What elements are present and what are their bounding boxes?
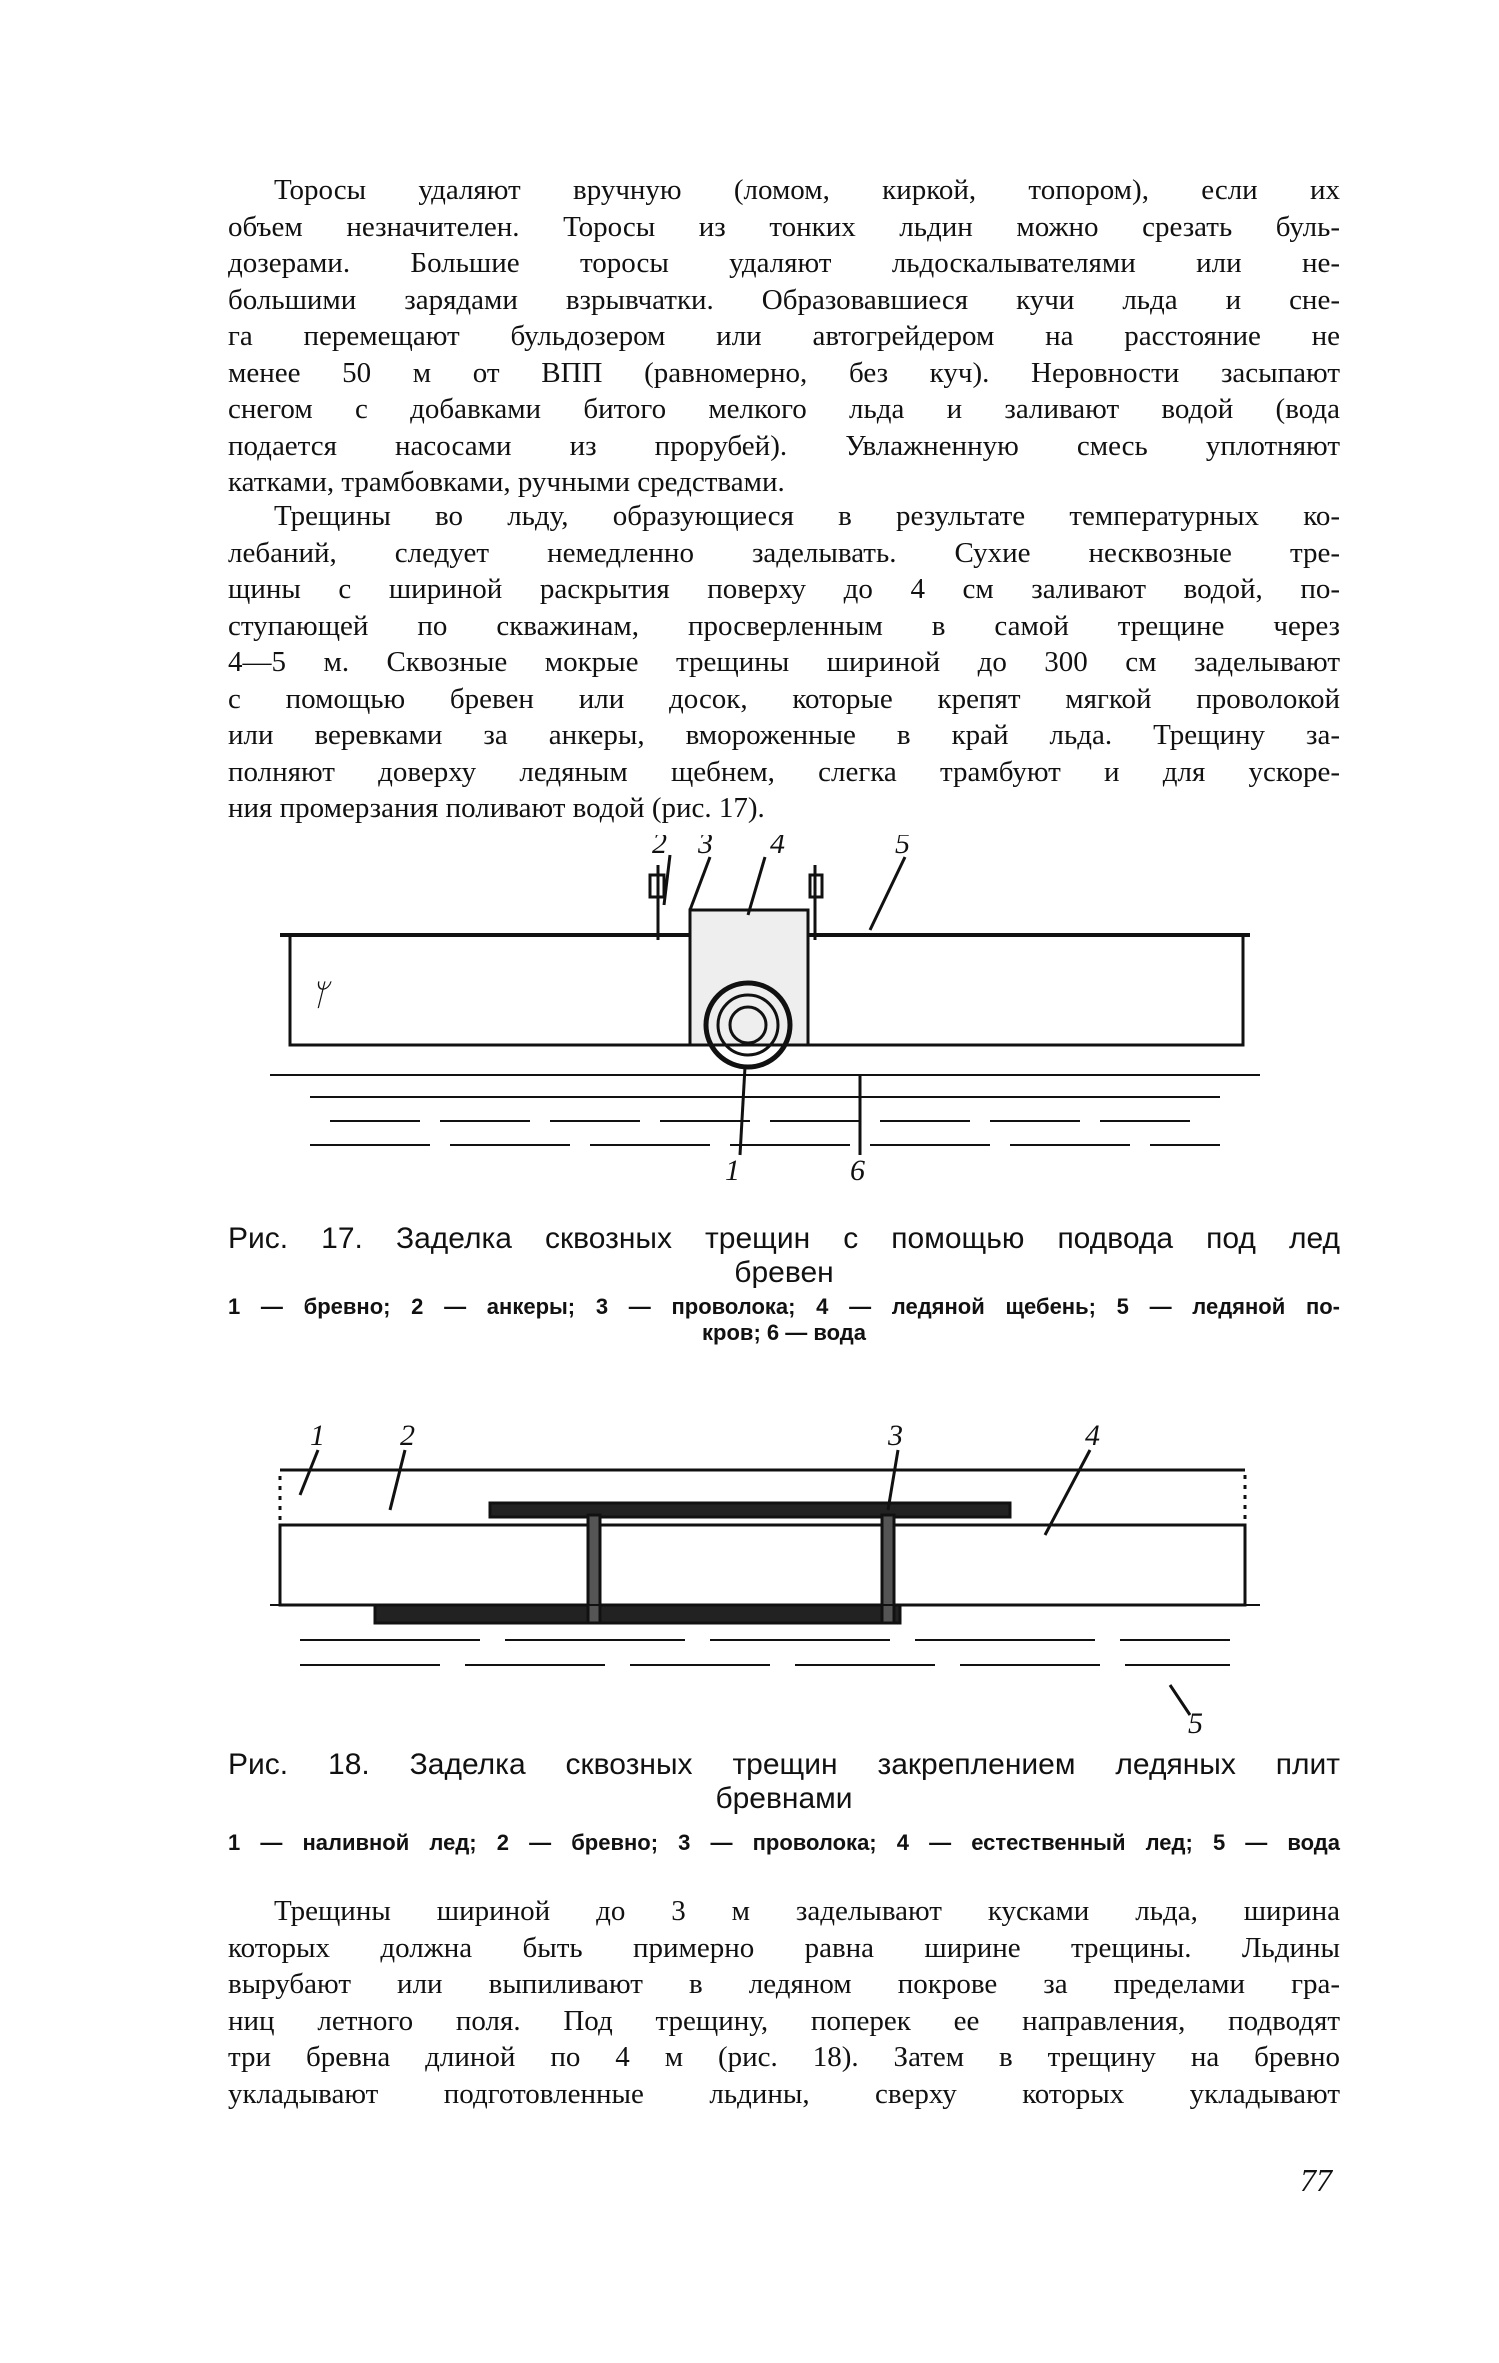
fig18-label-3: 3 [888,1419,903,1452]
fig18-label-4: 4 [1085,1419,1100,1452]
text-line: объем незначителен. Торосы из тонких льдин можно срезать буль- [228,210,1340,243]
fig17-label-2: 2 [652,835,667,860]
text-line: щины с шириной раскрытия поверху до 4 см заливают водой, по- [228,573,1340,605]
caption-title-line: бревнами [715,1782,853,1815]
fig17-label-3: 3 [698,835,713,860]
figure-17-diagram [270,835,1260,1195]
text-line: Торосы удаляют вручную (ломом, киркой, топором), если их [274,174,1340,206]
figure-18-caption [228,1748,1340,1856]
svg-text:ᛘ: ᛘ [310,979,328,1012]
text-line: большими зарядами взрывчатки. Образовавшиеся кучи льда и сне- [228,283,1340,316]
paragraph-1 [228,172,1340,501]
text-line: Трещины во льду, образующиеся в результате температурных ко- [274,500,1340,532]
text-line: три бревна длиной по 4 м (рис. 18). Затем в трещину на бревно [228,2041,1340,2073]
fig17-label-6: 6 [850,1154,865,1187]
text-line: ния промерзания поливают водой (рис. 17). [228,792,765,824]
text-line: 4—5 м. Сквозные мокрые трещины шириной до 300 см заделывают [228,646,1340,678]
caption-title-line: Рис. 18. Заделка сквозных трещин закреплением ледяных плит [228,1748,1340,1781]
fig18-label-5: 5 [1188,1707,1203,1735]
caption-legend: 1 — наливной лед; 2 — бревно; 3 — проволока; 4 — естественный лед; 5 — вода [228,1830,1340,1855]
text-line: снегом с добавками битого мелкого льда и заливают водой (вода [228,393,1340,425]
text-line: ниц летного поля. Под трещину, поперек ее направления, подводят [228,2004,1340,2037]
fig18-label-2: 2 [400,1419,415,1452]
caption-title-line: Рис. 17. Заделка сквозных трещин с помощью подвода под лед [228,1222,1340,1255]
fig18-label-1: 1 [310,1419,325,1452]
text-line: Трещины шириной до 3 м заделывают кусками льда, ширина [274,1895,1340,1927]
fig17-label-4: 4 [770,835,785,860]
fig17-label-1: 1 [725,1154,740,1187]
caption-title-line: бревен [734,1256,834,1289]
page-number: 77 [1300,2162,1332,2198]
caption-legend-line: кров; 6 — вода [702,1320,866,1345]
text-line: вырубают или выпиливают в ледяном покрове за пределами гра- [228,1968,1340,2000]
caption-legend-line: 1 — бревно; 2 — анкеры; 3 — проволока; 4 — ледяной щебень; 5 — ледяной по- [228,1294,1340,1319]
paragraph-3 [228,1893,1340,2112]
text-line: или веревками за анкеры, вмороженные в край льда. Трещину за- [228,719,1340,751]
text-line: полняют доверху ледяным щебнем, слегка трамбуют и для ускоре- [228,755,1340,788]
text-line: дозерами. Большие торосы удаляют льдоскалывателями или не- [228,247,1340,279]
text-line: га перемещают бульдозером или автогрейдером на расстояние не [228,320,1340,352]
paragraph-2 [228,498,1340,827]
text-line: менее 50 м от ВПП (равномерно, без куч). Неровности засыпают [228,356,1340,389]
fig17-label-5: 5 [895,835,910,860]
figure-17-caption [228,1222,1340,1346]
text-line: подается насосами из прорубей). Увлажненную смесь уплотняют [228,429,1340,462]
text-line: укладывают подготовленные льдины, сверху которых укладывают [228,2077,1340,2110]
text-line: с помощью бревен или досок, которые крепят мягкой проволокой [228,682,1340,715]
text-line: лебаний, следует немедленно заделывать. Сухие несквозные тре- [228,536,1340,569]
text-line: ступающей по скважинам, просверленным в самой трещине через [228,609,1340,642]
text-line: катками, трамбовками, ручными средствами. [228,466,785,498]
text-line: которых должна быть примерно равна ширине трещины. Льдины [228,1931,1340,1964]
figure-18-diagram [270,1415,1260,1735]
